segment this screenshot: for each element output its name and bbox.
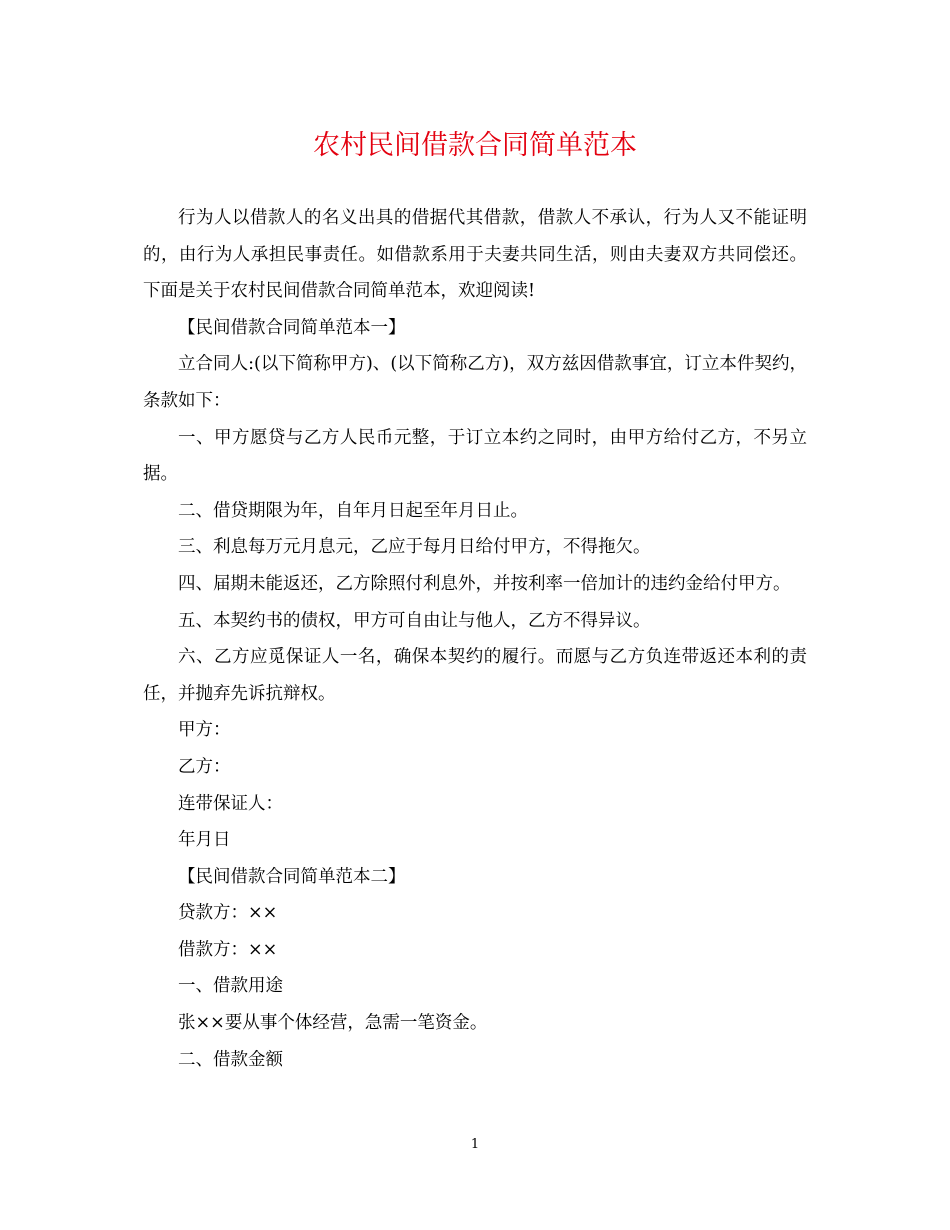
item-heading-loan-purpose: 一、借款用途 [178,976,283,997]
lender-line: 贷款方：×× [178,903,278,924]
page-number: 1 [470,1137,480,1152]
paragraph-intro: 行为人以借款人的名义出具的借据代其借款，借款人不承认，行为人又不能证明的，由行为人承担民事责任。如借款系用于夫妻共同生活，则由夫妻双方共同偿还。下面是关于农村民间借款合同简单范本，欢迎阅读! [143,208,807,302]
clause-4: 四、届期未能返还，乙方除照付利息外，并按利率一倍加计的违约金给付甲方。 [178,573,791,594]
clause-3: 三、利息每万元月息元，乙应于每月日给付甲方，不得拖欠。 [178,537,651,558]
paragraph-parties: 立合同人:(以下简称甲方)、(以下简称乙方)，双方兹因借款事宜，订立本件契约，条款如下： [143,354,807,411]
clause-6: 六、乙方应觅保证人一名，确保本契约的履行。而愿与乙方负连带返还本利的责任，并抛弃先诉抗辩权。 [143,647,807,704]
document-title: 农村民间借款合同简单范本 [313,130,637,161]
signature-party-a: 甲方： [178,720,231,741]
signature-guarantor: 连带保证人： [178,793,283,814]
item-heading-loan-amount: 二、借款金额 [178,1049,283,1070]
clause-2: 二、借贷期限为年，自年月日起至年月日止。 [178,500,528,521]
clause-1: 一、甲方愿贷与乙方人民币元整，于订立本约之同时，由甲方给付乙方，不另立据。 [143,427,807,485]
borrower-line: 借款方：×× [178,939,278,960]
document-body [143,200,807,1078]
section-heading-template-one: 【民间借款合同简单范本一】 [178,317,406,338]
clause-5: 五、本契约书的债权，甲方可自由让与他人，乙方不得异议。 [178,610,651,631]
section-heading-template-two: 【民间借款合同简单范本二】 [178,866,406,887]
loan-purpose-text: 张××要从事个体经营，急需一笔资金。 [178,1013,488,1034]
signature-date: 年月日 [178,830,231,851]
signature-party-b: 乙方： [178,756,231,777]
